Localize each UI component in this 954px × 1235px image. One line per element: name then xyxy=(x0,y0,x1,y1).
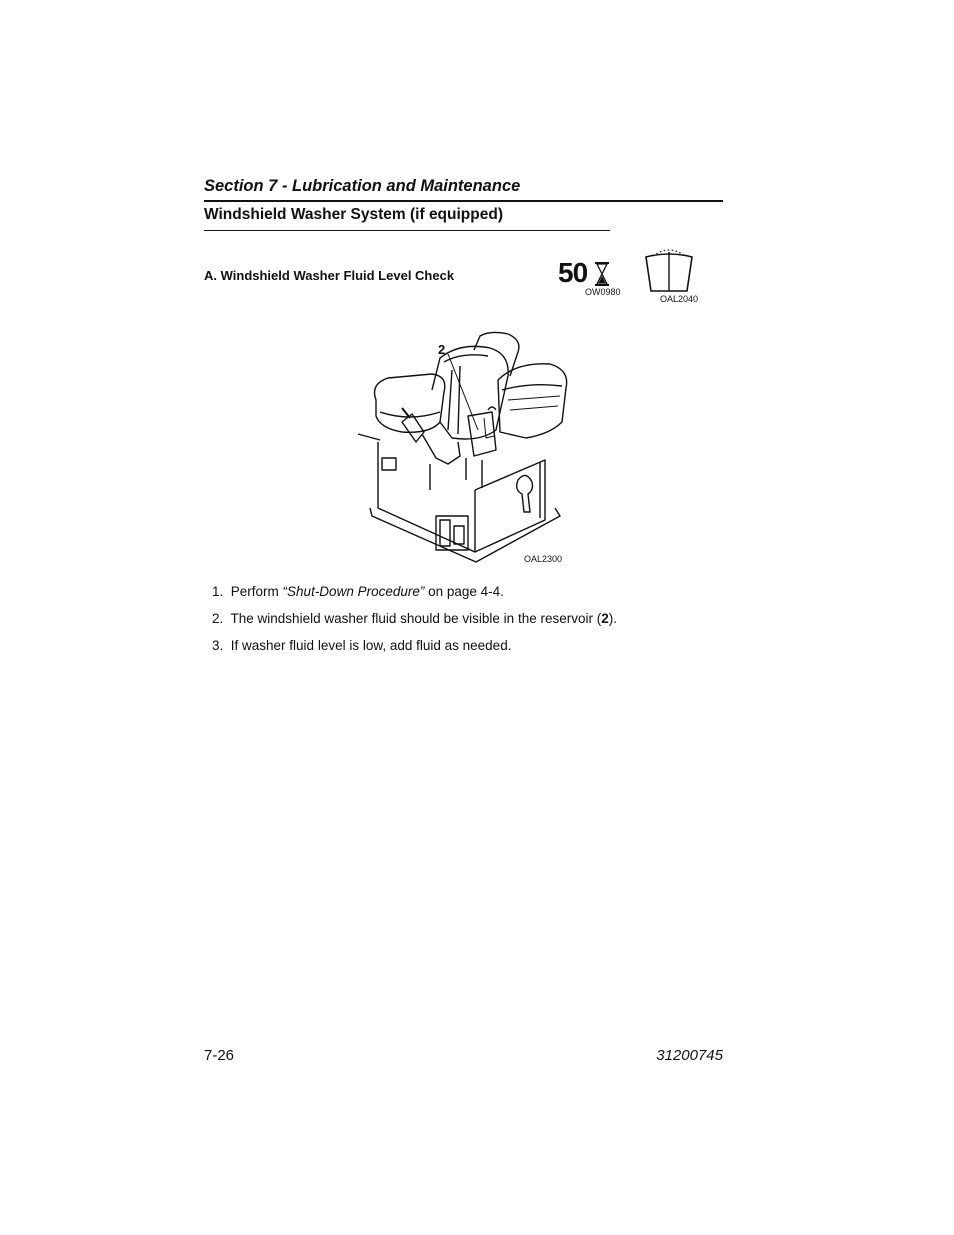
procedure-heading: A. Windshield Washer Fluid Level Check xyxy=(204,268,455,283)
list-item: 3. If washer fluid level is low, add fluid as needed. xyxy=(212,638,512,653)
subsection-divider xyxy=(204,230,610,231)
hourglass-icon xyxy=(594,262,610,286)
section-divider xyxy=(204,200,723,202)
interval-code: OW0980 xyxy=(585,287,621,297)
subsection-title: Windshield Washer System (if equipped) xyxy=(204,206,503,223)
section-title: Section 7 - Lubrication and Maintenance xyxy=(204,177,521,195)
washer-reservoir-illustration xyxy=(340,330,580,570)
document-number: 31200745 xyxy=(656,1047,723,1064)
windshield-wiper-icon xyxy=(643,247,695,293)
figure-code: OAL2300 xyxy=(524,554,563,564)
callout-number: 2 xyxy=(438,342,446,357)
page-number: 7-26 xyxy=(204,1047,235,1064)
interval-hours: 50 xyxy=(558,257,588,288)
list-item: 1. Perform “Shut-Down Procedure” on page 4-4. xyxy=(212,584,504,599)
list-item: 2. The windshield washer fluid should be visible in the reservoir (2). xyxy=(212,611,617,626)
windshield-code: OAL2040 xyxy=(660,294,699,304)
